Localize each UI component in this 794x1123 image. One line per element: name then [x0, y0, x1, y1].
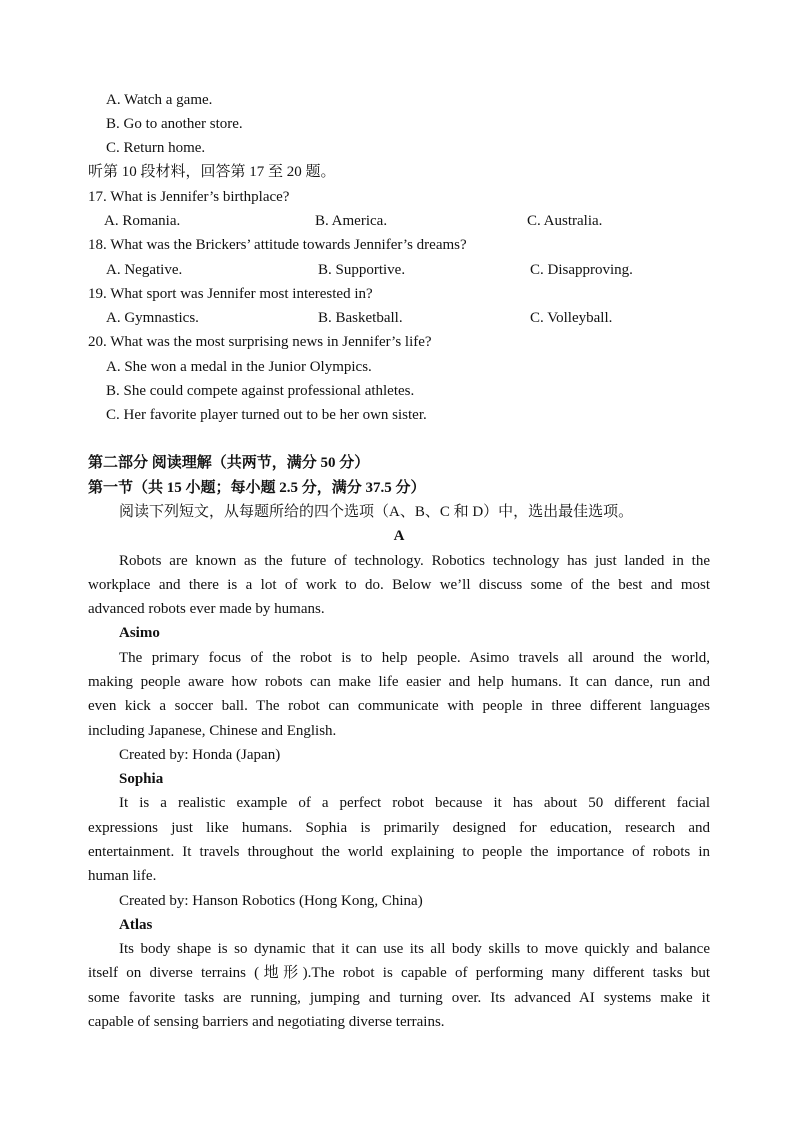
- reading-section-title: 第一节（共 15 小题；每小题 2.5 分，满分 37.5 分）: [88, 480, 426, 496]
- asimo-line-1: The primary focus of the robot is to help people. Asimo travels all around the world,: [119, 650, 710, 666]
- q18-option-b: B. Supportive.: [318, 262, 406, 278]
- q20-option-b: B. She could compete against professional athletes.: [106, 383, 415, 399]
- q17-option-b: B. America.: [315, 213, 388, 229]
- q19-stem: 19. What sport was Jennifer most interested in?: [88, 286, 373, 302]
- q19-option-a: A. Gymnastics.: [106, 310, 199, 326]
- q20-option-a: A. She won a medal in the Junior Olympics.: [106, 359, 372, 375]
- q19-options: [0, 306, 794, 330]
- robot-name-sophia: Sophia: [119, 771, 164, 787]
- sophia-line-3: entertainment. It travels throughout the world explaining to people the importance of robots in: [88, 844, 710, 860]
- q20-option-c: C. Her favorite player turned out to be her own sister.: [106, 407, 427, 423]
- intro-line-2: workplace and there is a lot of work to do. Below we’ll discuss some of the best and most: [88, 577, 710, 593]
- robot-name-asimo: Asimo: [119, 625, 160, 641]
- intro-line-3: advanced robots ever made by humans.: [88, 601, 325, 617]
- atlas-line-4: capable of sensing barriers and negotiating diverse terrains.: [88, 1014, 445, 1030]
- q17-options: [0, 209, 794, 233]
- q17-stem: 17. What is Jennifer’s birthplace?: [88, 189, 290, 205]
- robot-name-atlas: Atlas: [119, 917, 153, 933]
- sophia-created-by: Created by: Hanson Robotics (Hong Kong, China): [119, 893, 423, 909]
- q20-stem: 20. What was the most surprising news in Jennifer’s life?: [88, 334, 432, 350]
- asimo-line-3: even kick a soccer ball. The robot can communicate with people in three different languages: [88, 698, 710, 714]
- q16-option-a: A. Watch a game.: [106, 92, 213, 108]
- atlas-line-1: Its body shape is so dynamic that it can use its all body skills to move quickly and balance: [119, 941, 710, 957]
- q18-options: [0, 258, 794, 282]
- asimo-created-by: Created by: Honda (Japan): [119, 747, 281, 763]
- intro-line-1: Robots are known as the future of technology. Robotics technology has just landed in the: [119, 553, 710, 569]
- reading-instruction: 阅读下列短文，从每题所给的四个选项（A、B、C 和 D）中，选出最佳选项。: [119, 504, 634, 520]
- asimo-line-2: making people aware how robots can make life easier and help humans. It can dance, run and: [88, 674, 710, 690]
- sophia-line-4: human life.: [88, 868, 157, 884]
- q18-option-c: C. Disapproving.: [530, 262, 633, 278]
- listening-section-intro: 听第 10 段材料，回答第 17 至 20 题。: [88, 164, 336, 180]
- q16-option-b: B. Go to another store.: [106, 116, 243, 132]
- atlas-line-3: some favorite tasks are running, jumping and turning over. Its advanced AI systems make it: [88, 990, 710, 1006]
- reading-part-title: 第二部分 阅读理解（共两节，满分 50 分）: [88, 455, 370, 471]
- q18-stem: 18. What was the Brickers’ attitude towards Jennifer’s dreams?: [88, 237, 467, 253]
- q17-option-c: C. Australia.: [527, 213, 603, 229]
- passage-label: A: [393, 528, 405, 544]
- q19-option-c: C. Volleyball.: [530, 310, 613, 326]
- q18-option-a: A. Negative.: [106, 262, 183, 278]
- sophia-line-2: expressions just like humans. Sophia is primarily designed for education, research and: [88, 820, 710, 836]
- asimo-line-4: including Japanese, Chinese and English.: [88, 723, 337, 739]
- q16-option-c: C. Return home.: [106, 140, 206, 156]
- q17-option-a: A. Romania.: [104, 213, 181, 229]
- atlas-line-2: itself on diverse terrains (地形).The robot is capable of performing many different tasks but: [88, 965, 710, 981]
- q19-option-b: B. Basketball.: [318, 310, 403, 326]
- sophia-line-1: It is a realistic example of a perfect robot because it has about 50 different facial: [119, 795, 710, 811]
